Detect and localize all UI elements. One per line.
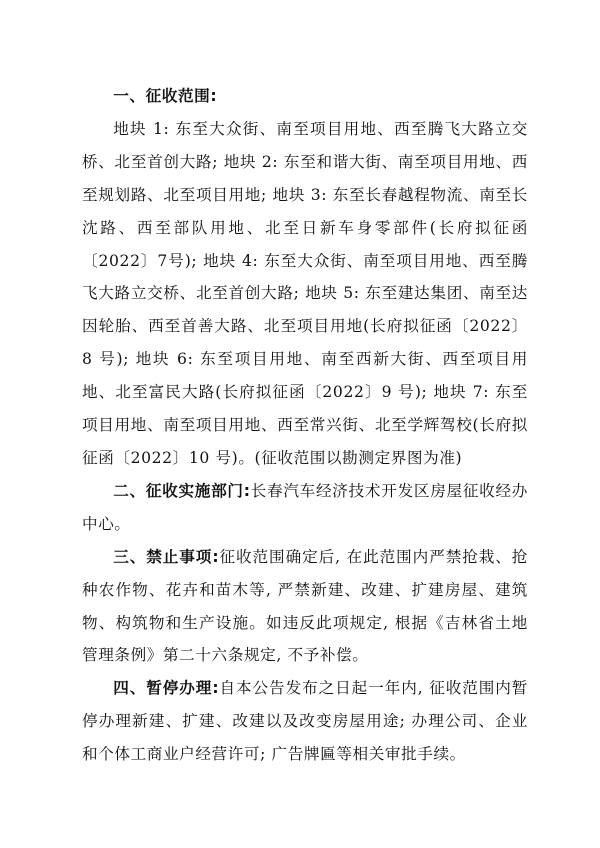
document-body bbox=[82, 80, 528, 771]
section-suspension-title: 四、暂停办理: bbox=[113, 679, 220, 698]
section-department-paragraph bbox=[82, 475, 528, 541]
section-prohibitions-title: 三、禁止事项: bbox=[113, 547, 220, 566]
section-range-body: 地块 1: 东至大众街、南至项目用地、西至腾飞大路立交桥、北至首创大路; 地块 2: 东至和谐大街、南至项目用地、西至规划路、北至项目用地; 地块 3: 东至长春越程物流、南至长沈路、西至部队用地、北至日新车身零部件(长府拟征函〔2022〕7号); 地块 4: 东至大众街、南至项目用地、西至腾飞大路立交桥、北至首创大路; 地块 5: 东至建达集团、南至达因轮胎、西至首善大路、北至项目用地(长府拟征函〔2022〕8 号); 地块 6: 东至项目用地、南至西新大街、西至项目用地、北至富民大路(长府拟征函〔2022〕9 号); 地块 7: 东至项目用地、南至项目用地、西至常兴街、北至学辉驾校(长府拟征函〔2022〕10 号)。(征收范围以勘测定界图为准) bbox=[82, 119, 528, 467]
section-range-heading bbox=[82, 80, 528, 113]
section-department-title: 二、征收实施部门: bbox=[113, 481, 251, 500]
section-suspension-body: 自本公告发布之日起一年内, 征收范围内暂停办理新建、扩建、改建以及改变房屋用途; 办理公司、企业和个体工商业户经营许可; 广告牌匾等相关审批手续。 bbox=[82, 679, 528, 764]
section-department-body: 长春汽车经济技术开发区房屋征收经办中心。 bbox=[82, 481, 528, 533]
section-suspension-paragraph bbox=[82, 672, 528, 771]
section-prohibitions-body: 征收范围确定后, 在此范围内严禁抢栽、抢种农作物、花卉和苗木等, 严禁新建、改建、扩建房屋、建筑物、构筑物和生产设施。如违反此项规定, 根据《吉林省土地管理条例》第二十六条规定, 不予补偿。 bbox=[82, 547, 528, 665]
section-range-title: 一、征收范围: bbox=[113, 87, 218, 105]
section-range-paragraph bbox=[82, 113, 528, 475]
section-prohibitions-paragraph bbox=[82, 541, 528, 673]
